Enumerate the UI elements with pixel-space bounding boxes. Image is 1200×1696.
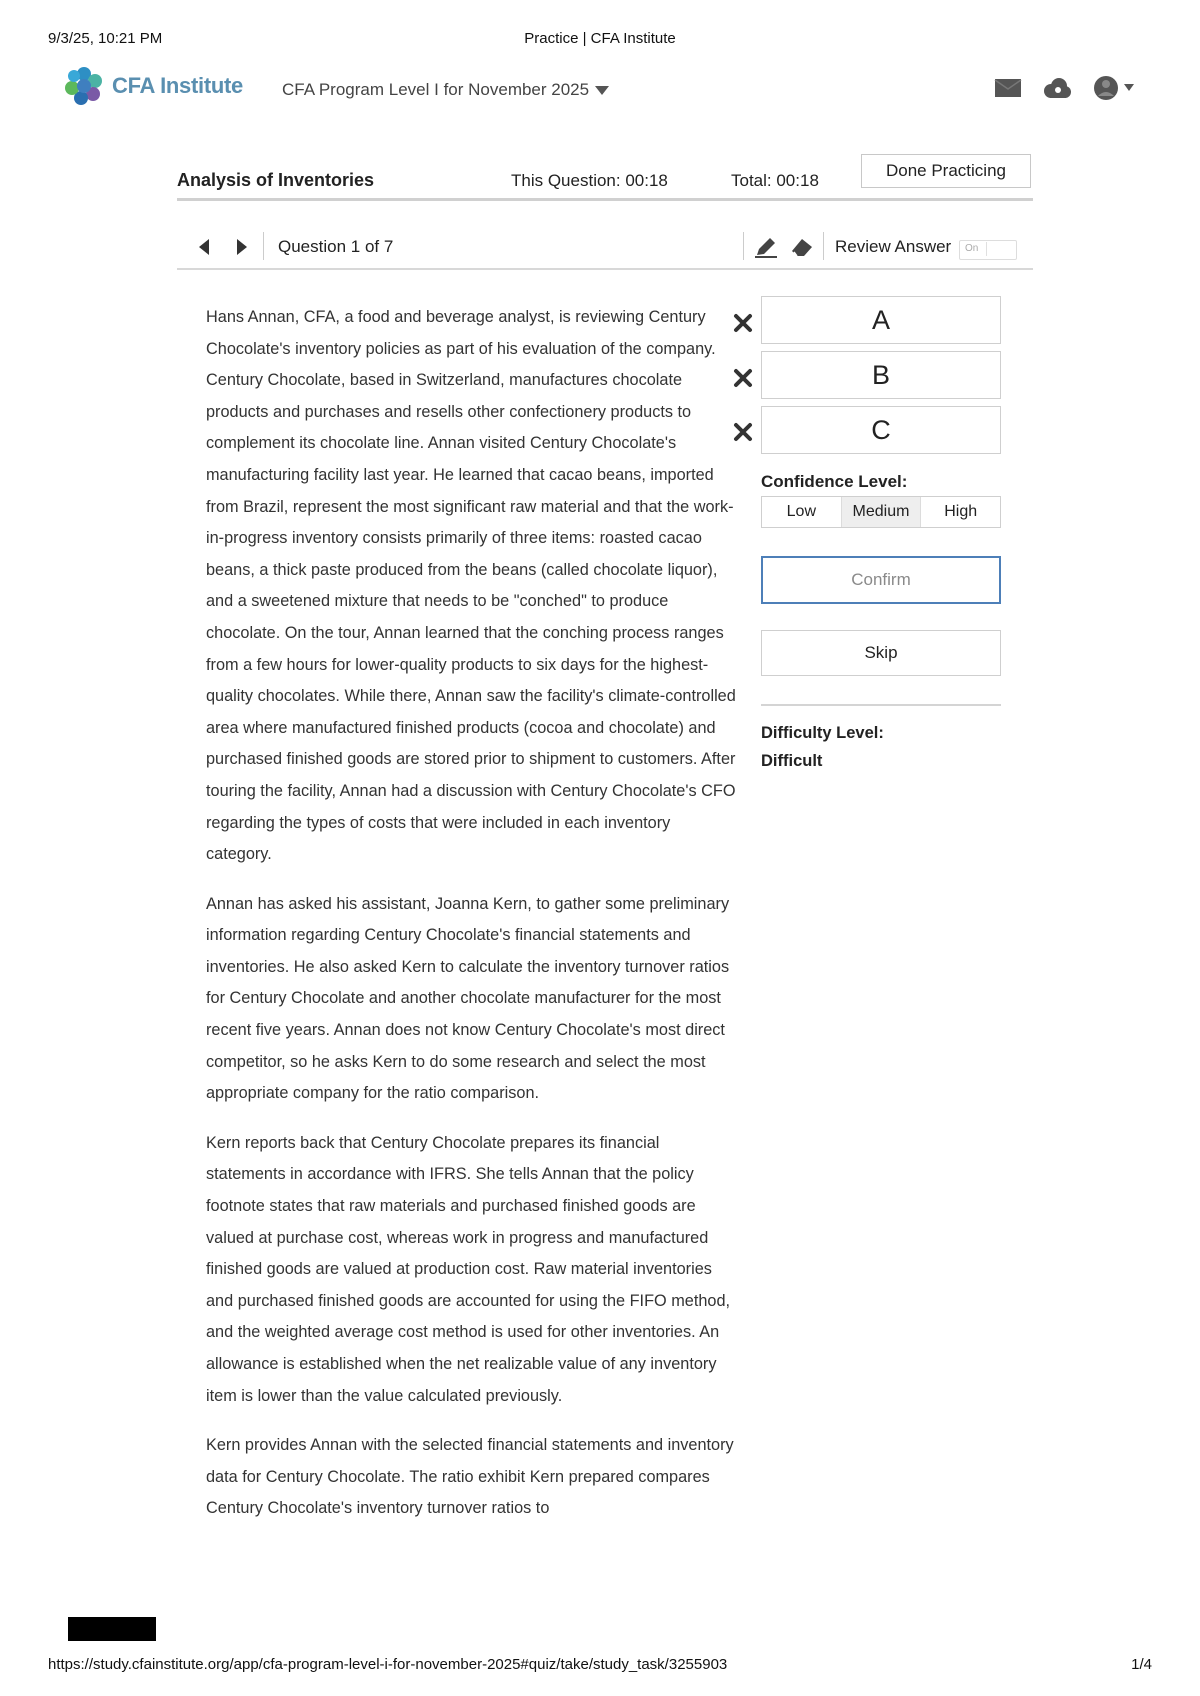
passage-paragraph: Kern provides Annan with the selected financial statements and inventory data for Century Chocolate. The ratio exhibit Kern prepared compares Century Chocolate's inventory turnover ratios to (206, 1436, 734, 1518)
confidence-medium[interactable]: Medium (842, 497, 922, 527)
answer-b-button[interactable]: B (761, 351, 1001, 399)
program-label: CFA Program Level I for November 2025 (282, 80, 590, 99)
confidence-low[interactable]: Low (762, 497, 842, 527)
passage-paragraph: Hans Annan, CFA, a food and beverage analyst, is reviewing Century Chocolate's inventory policies as part of his evaluation of the company. Century Chocolate, based in Switzerland, manufactures chocolate products and purchases and resells other confectionery products to complement its chocolate line. Annan visited Century Chocolate's manufacturing facility last year. He learned that cacao beans, imported from Brazil, represent the most significant raw material and that the work-in-progress inventory consists primarily of three items: roasted cacao beans, a thick paste produced from the beans (called chocolate liquor), and a sweetened mixture that needs to be "conched" to produce chocolate. On the tour, Annan learned that the conching process ranges from a few hours for lower-quality products to six days for the highest-quality chocolates. While there, Annan saw the facility's climate-controlled area where manufactured finished products (cocoa and chocolate) and purchased finished goods are stored prior to shipment to customers. After touring the facility, Annan had a discussion with Century Chocolate's CFO regarding the types of costs that were included in each inventory category. (206, 308, 736, 864)
cloud-icon[interactable] (1042, 76, 1072, 100)
logo-text: CFA Institute (112, 73, 243, 98)
program-dropdown[interactable] (282, 80, 609, 100)
question-passage (206, 302, 736, 1543)
previous-arrow-icon[interactable] (197, 238, 211, 261)
header-icons (994, 74, 1136, 102)
divider (761, 704, 1001, 706)
done-practicing-button[interactable]: Done Practicing (861, 154, 1031, 188)
eliminate-c-icon[interactable] (732, 421, 754, 443)
toggle-knob (986, 242, 1015, 256)
skip-button[interactable]: Skip (761, 630, 1001, 676)
print-url: https://study.cfainstitute.org/app/cfa-program-level-i-for-november-2025#quiz/take/study_task/3255903 (48, 1656, 728, 1673)
chevron-down-icon (595, 86, 609, 95)
answer-a-button[interactable]: A (761, 296, 1001, 344)
cfa-globe-icon (62, 64, 106, 108)
question-counter: Question 1 of 7 (278, 237, 394, 256)
cfa-logo[interactable] (62, 64, 243, 108)
divider (743, 232, 744, 260)
redaction-box (68, 1617, 156, 1641)
confidence-label: Confidence Level: (761, 472, 908, 491)
quiz-title: Analysis of Inventories (177, 170, 375, 190)
total-timer: Total: 00:18 (731, 171, 819, 190)
confidence-high[interactable]: High (944, 503, 978, 520)
question-timer: This Question: 00:18 (511, 171, 668, 190)
divider (823, 232, 824, 260)
review-answer-label: Review Answer (835, 237, 952, 256)
eraser-icon[interactable] (789, 235, 815, 264)
print-title: Practice | CFA Institute (524, 30, 676, 47)
passage-paragraph: Annan has asked his assistant, Joanna Kern, to gather some preliminary information regarding Century Chocolate's financial statements and inventories. He also asked Kern to calculate the inventory turnover ratios for Century Chocolate and another chocolate manufacturer for the most recent five years. Annan does not know Century Chocolate's most direct competitor, so he asks Kern to do some research and select the most appropriate company for the ratio comparison. (206, 894, 730, 1103)
print-date: 9/3/25, 10:21 PM (48, 30, 163, 47)
user-globe-icon[interactable] (1092, 74, 1136, 102)
eliminate-a-icon[interactable] (732, 312, 754, 334)
divider (263, 232, 264, 260)
eliminate-b-icon[interactable] (732, 367, 754, 389)
confirm-button[interactable]: Confirm (761, 556, 1001, 604)
difficulty-value: Difficult (761, 752, 823, 770)
toggle-state: On (965, 243, 979, 254)
quiz-header (177, 150, 1033, 201)
print-page-number: 1/4 (1131, 1656, 1152, 1673)
passage-paragraph: Kern reports back that Century Chocolate prepares its financial statements in accordance with IFRS. She tells Annan that the policy footnote states that raw materials and purchased finished goods are valued at purchase cost, whereas work in progress and manufactured finished goods are valued at production cost. Raw material inventories and purchased finished goods are accounted for using the FIFO method, and the weighted average cost method is used for other inventories. An allowance is established when the net realizable value of any inventory item is lower than the value calculated previously. (206, 1133, 731, 1405)
mail-icon[interactable] (994, 77, 1022, 99)
answer-c-button[interactable]: C (761, 406, 1001, 454)
confidence-selector (761, 496, 1001, 528)
difficulty-label: Difficulty Level: (761, 724, 884, 742)
next-arrow-icon[interactable] (235, 238, 249, 261)
question-nav-bar (177, 228, 1033, 270)
highlighter-icon[interactable] (753, 235, 779, 264)
review-answer-toggle[interactable] (959, 240, 1017, 260)
